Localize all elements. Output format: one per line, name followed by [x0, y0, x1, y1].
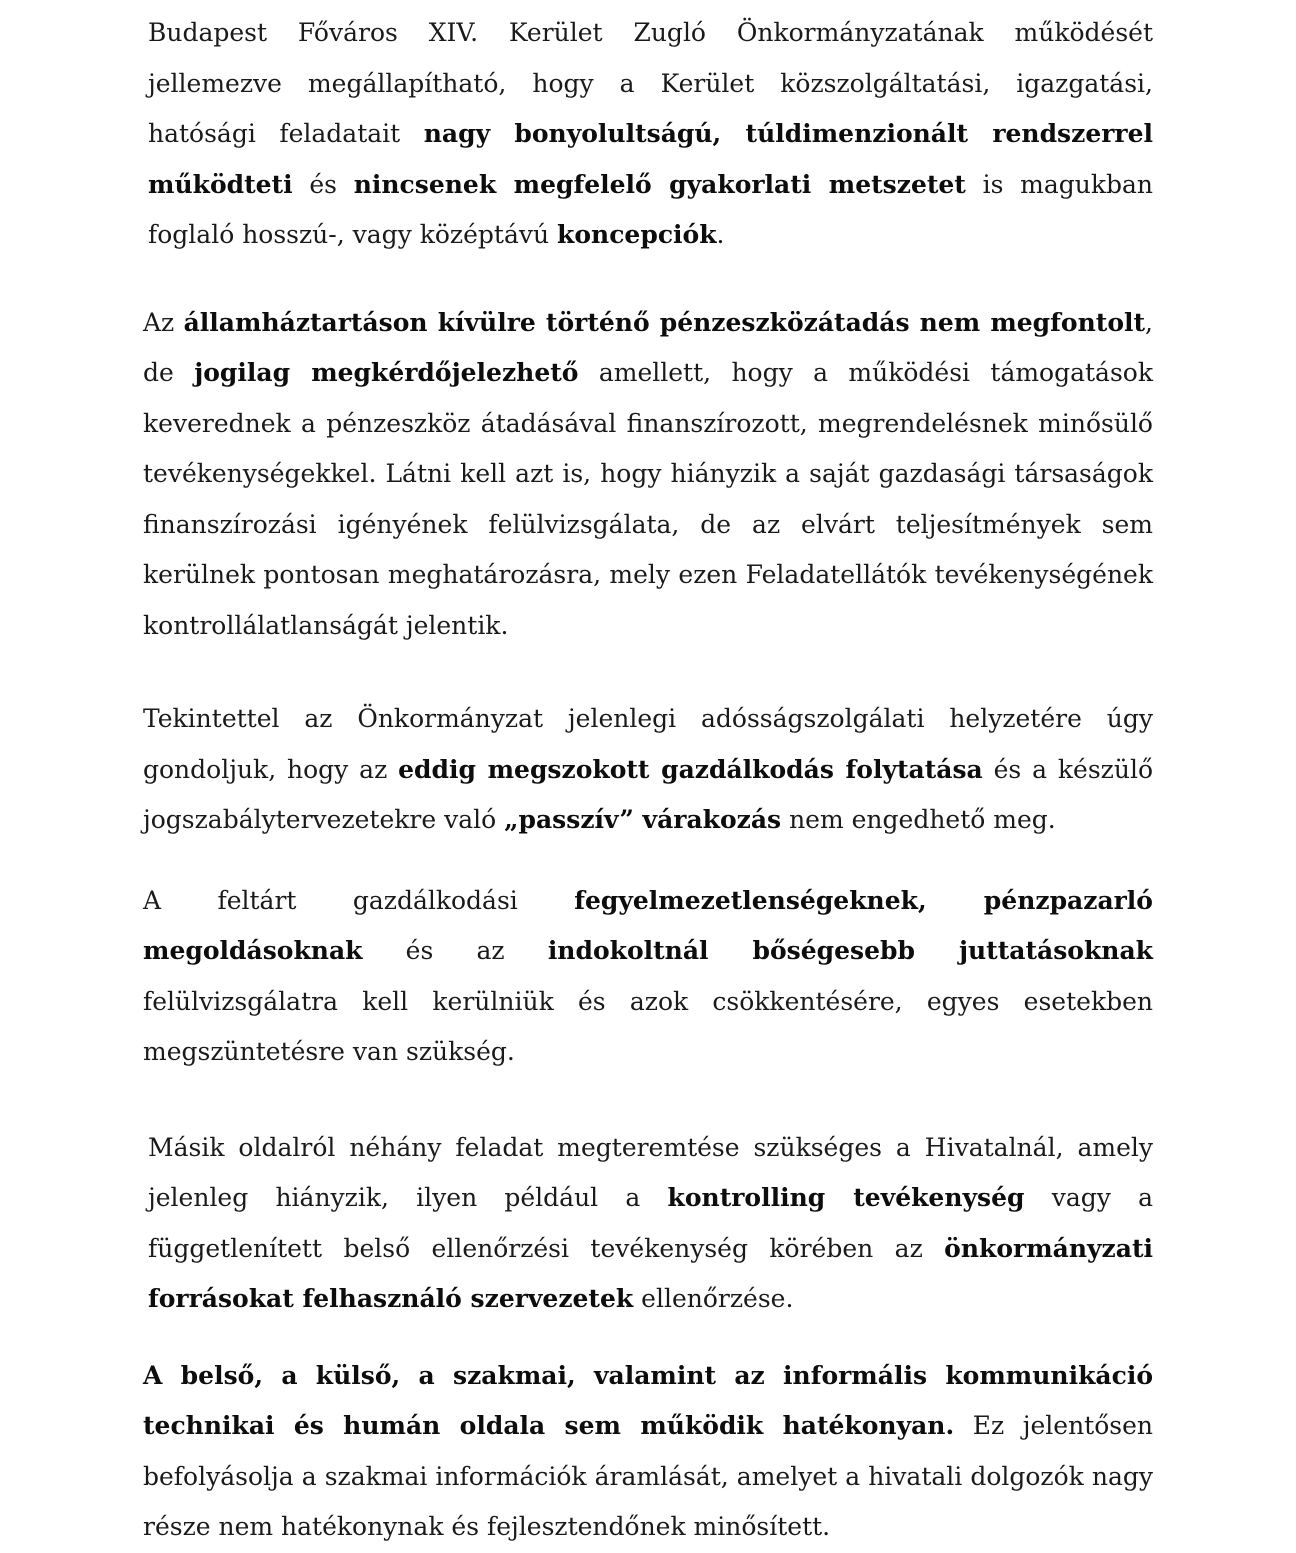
bold-text-run: eddig megszokott gazdálkodás folytatása	[398, 754, 983, 784]
bold-text-run: indokoltnál bőségesebb juttatásoknak	[547, 936, 1153, 965]
text-run: és	[292, 169, 354, 199]
text-run: Másik oldalról néhány feladat megteremtése szükséges a Hivatalnál, amely jelenleg hiányzik, ilyen például a	[148, 1132, 1153, 1212]
text-run: amellett, hogy a működési támogatások keverednek a pénzeszköz átadásával finanszírozott, megrendelésnek minősülő tevékenységekkel. Látni kell azt is, hogy hiányzik a saját gazdasági társaságok finanszírozási igényének felülvizsgálata, de az elvárt teljesítmények sem kerülnek pontosan meghatározásra, mely ezen Feladatellátók tevékenységének kontrollálatlanságát jelentik.	[143, 358, 1153, 640]
text-run: is magukban foglaló hosszú-, vagy középtávú	[148, 169, 1154, 249]
text-run: Tekintettel az Önkormányzat jelenlegi adósságszolgálati helyzetére úgy gondoljuk, hogy az	[143, 704, 1153, 784]
bold-text-run: nagy bonyolultságú, túldimenzionált rendszerrel működteti	[148, 119, 1153, 199]
bold-text-run: fegyelmezetlenségeknek, pénzpazarló megoldásoknak	[143, 885, 1153, 965]
paragraph-debt-service	[143, 694, 1153, 846]
bold-text-run: A belső, a külső, a szakmai, valamint az informális kommunikáció technikai és humán oldala sem működik hatékonyan.	[143, 1360, 1153, 1440]
bold-text-run: „passzív” várakozás	[504, 805, 782, 834]
document-page	[143, 8, 1153, 1553]
text-run: Budapest Főváros XIV. Kerület Zugló Önkormányzatának működését jellemezve megállapítható, hogy a Kerület közszolgáltatási, igazgatási, hatósági feladatait	[148, 18, 1153, 148]
text-run: ellenőrzése.	[633, 1284, 794, 1313]
text-run: Ez jelentősen befolyásolja a szakmai információk áramlását, amelyet a hivatali dolgozók nagy része nem hatékonynak és fejlesztendőnek minősített.	[143, 1411, 1154, 1541]
text-run: , de	[143, 307, 1153, 387]
text-run: és az	[362, 936, 548, 965]
paragraph-governance	[148, 8, 1153, 261]
text-run: Az	[143, 307, 184, 337]
paragraph-fund-transfers	[143, 298, 1153, 652]
bold-text-run: koncepciók	[557, 220, 717, 249]
text-run: felülvizsgálatra kell kerülniük és azok csökkentésére, egyes esetekben megszüntetésre van szükség.	[143, 986, 1153, 1066]
text-run: A feltárt gazdálkodási	[143, 885, 575, 915]
bold-text-run: kontrolling tevékenység	[667, 1183, 1025, 1212]
bold-text-run: önkormányzati forrásokat felhasználó szervezetek	[148, 1233, 1153, 1313]
text-run: és a készülő jogszabálytervezetekre való	[143, 754, 1153, 834]
bold-text-run: nincsenek megfelelő gyakorlati metszetet	[353, 169, 966, 199]
bold-text-run: államháztartáson kívülre történő pénzeszközátadás nem megfontolt	[183, 307, 1146, 337]
text-run: nem engedhető meg.	[781, 805, 1056, 834]
text-run: .	[716, 220, 725, 249]
paragraph-spending-discipline	[143, 876, 1153, 1078]
paragraph-communication	[143, 1351, 1153, 1553]
paragraph-controlling	[148, 1123, 1153, 1325]
bold-text-run: jogilag megkérdőjelezhető	[194, 358, 579, 387]
text-run: vagy a függetlenített belső ellenőrzési tevékenység körében az	[148, 1183, 1153, 1263]
